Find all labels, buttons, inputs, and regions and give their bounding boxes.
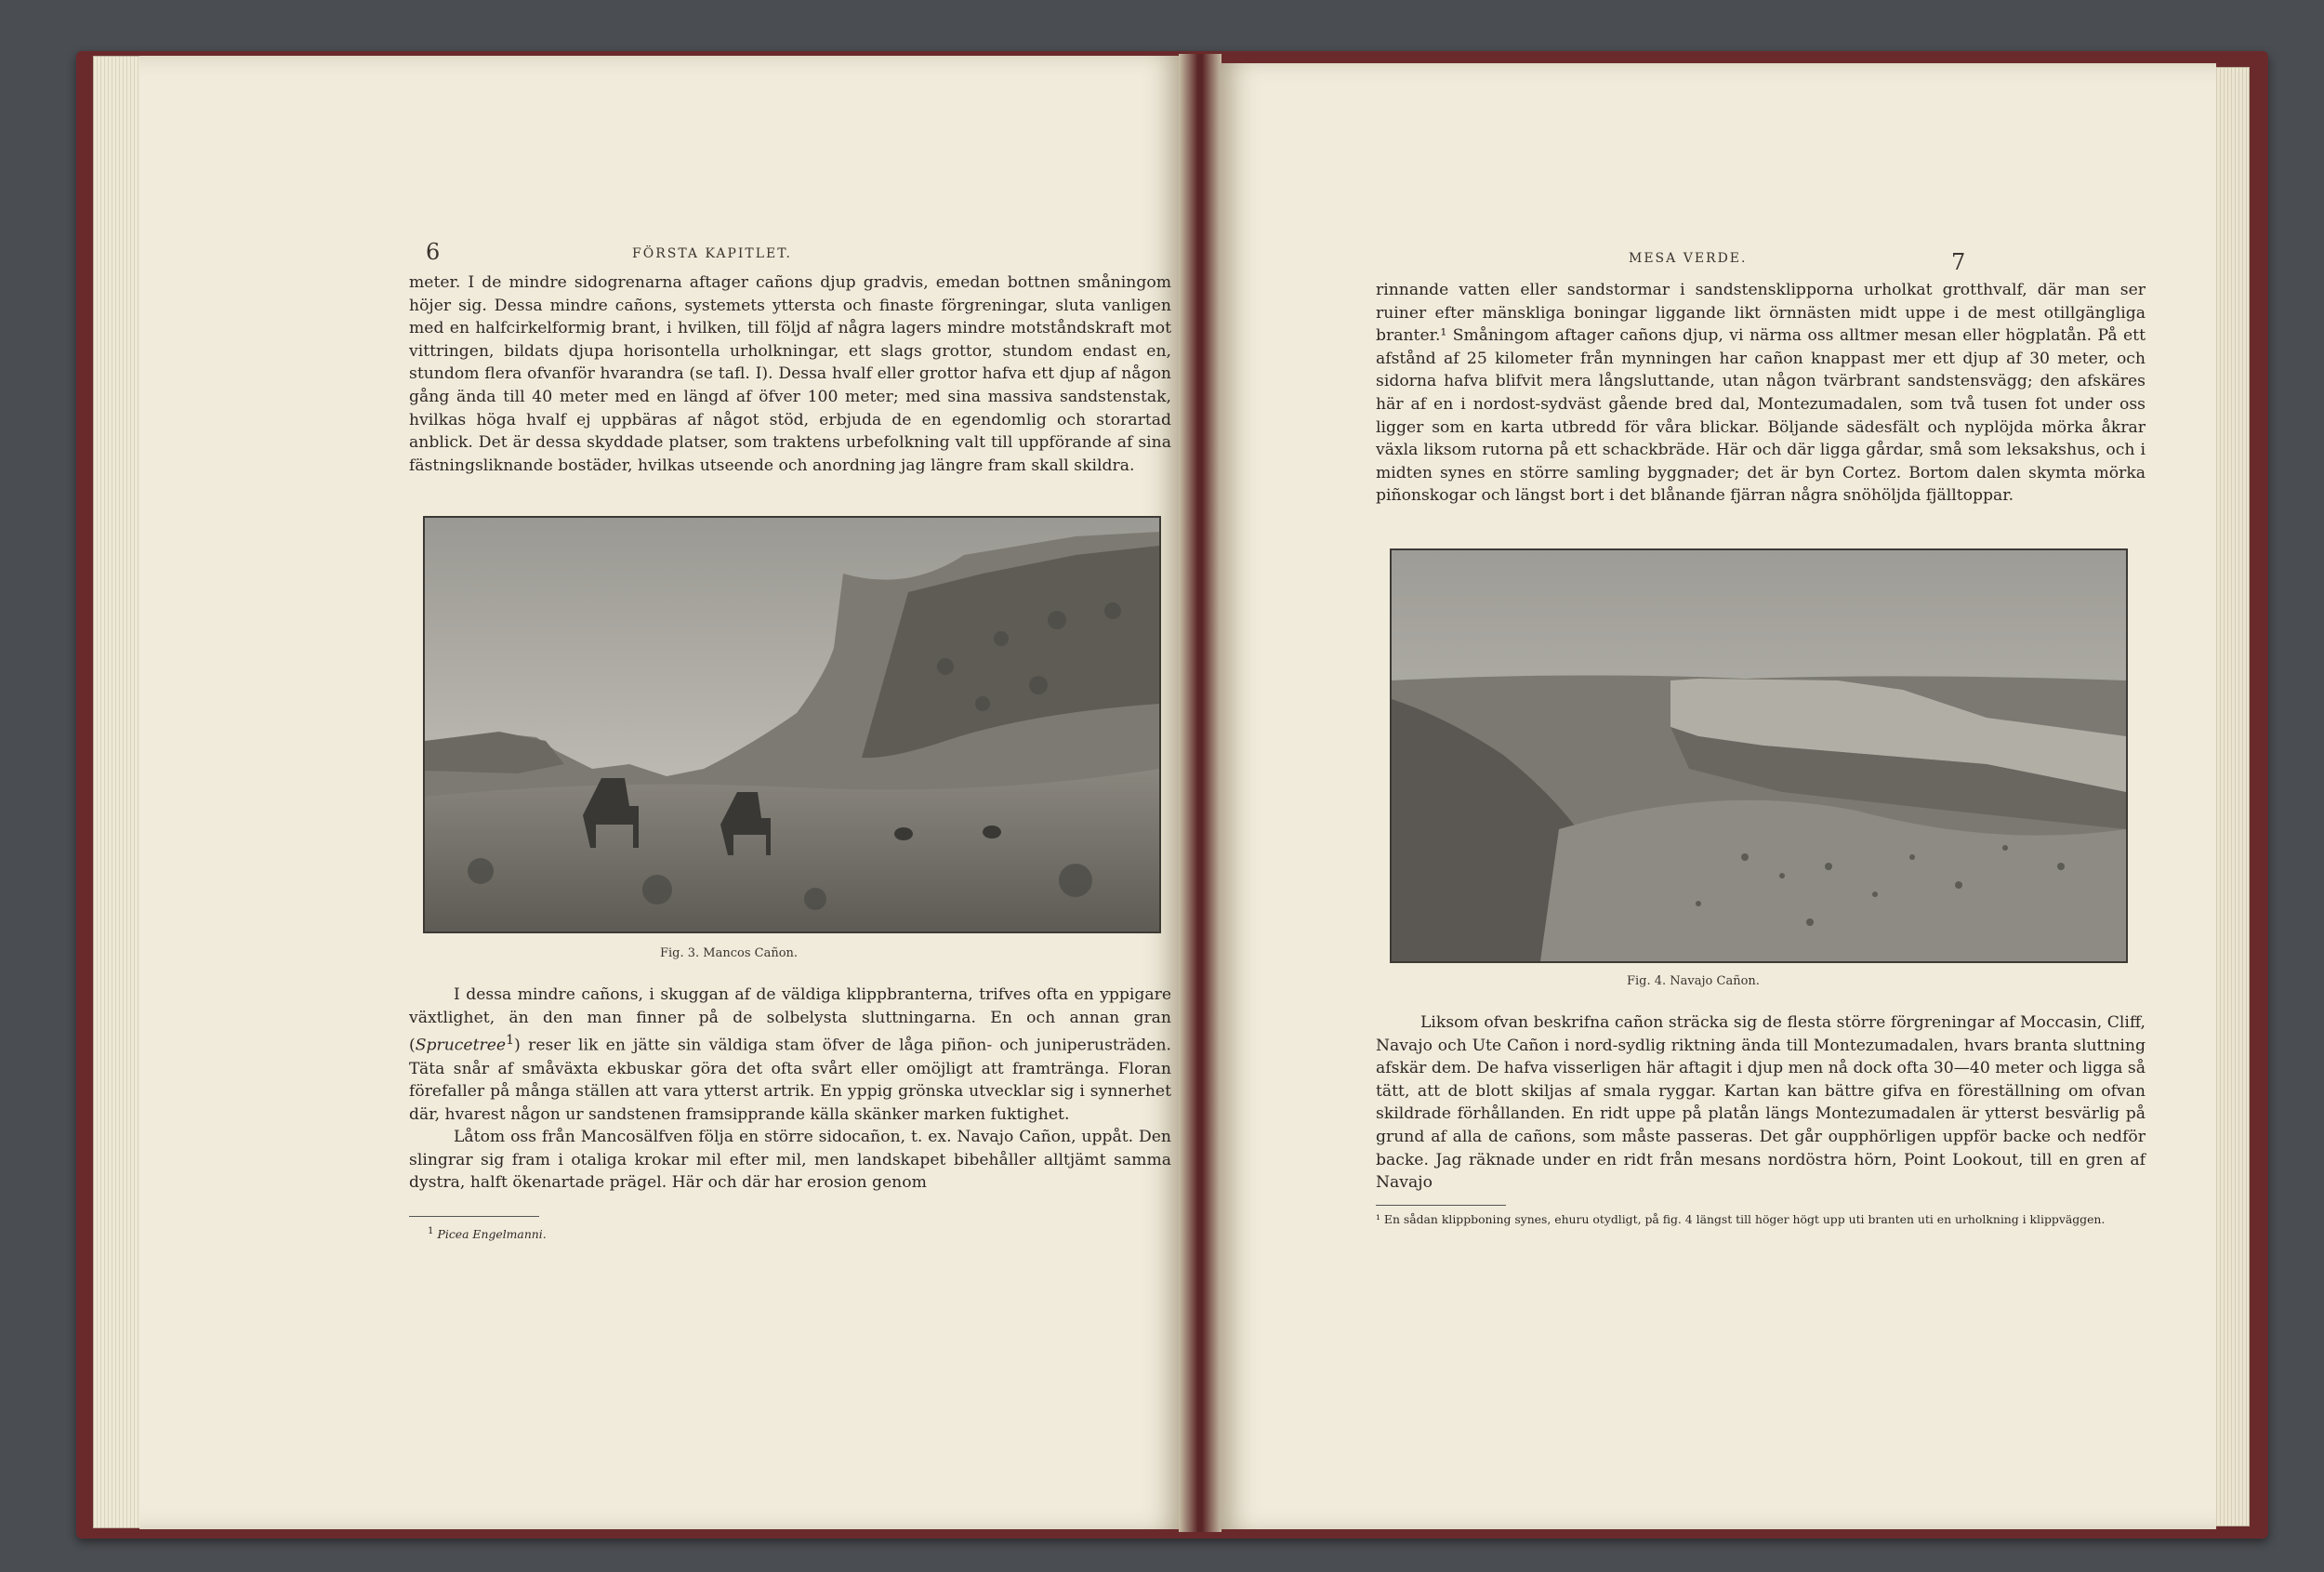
footnote-rule: [409, 1216, 539, 1217]
paragraph-2-part-a: I dessa mindre cañons, i skuggan af de väldiga klippbranterna, trifves ofta en yppigare växtlighet, än den man finner på de solbelysta sluttningarna. En och annan gran (: [409, 985, 1171, 1055]
left-page: [139, 56, 1181, 1529]
footnote-rule: [1376, 1205, 1506, 1206]
paragraph-2: [409, 984, 1171, 1126]
footnote: ¹ En sådan klippboning synes, ehuru otydligt, på fig. 4 längst till höger högt upp uti branten uti en urholkning i klippväggen.: [1376, 1212, 2106, 1226]
figure-caption: Fig. 3. Mancos Cañon.: [660, 946, 799, 960]
footnote-marker: 1: [428, 1225, 434, 1236]
figure-caption: Fig. 4. Navajo Cañon.: [1627, 974, 1760, 988]
body-paragraph: [1376, 1011, 2146, 1195]
running-head: MESA VERDE.: [1629, 251, 1748, 266]
footnote-marker: 1: [506, 1033, 515, 1049]
landscape-engraving: [1392, 550, 2126, 961]
page-number: 7: [1951, 249, 1966, 275]
page-number: 6: [426, 239, 441, 265]
paragraph-1: rinnande vatten eller sandstormar i sandstensklipporna urholkat grotthvalf, där man ser ruiner efter mänskliga boningar liggande likt örnnästen midt uppe i de mest otillgängliga branter.¹ Småningom aftager cañons djup, vi närma oss alltmer mesan eller högplatån. På ett afstånd af 25 kilometer från mynningen har cañon knappast mer ett djup af 30 meter, och sidorna hafva blifvit mera långsluttande, utan någon tvärbrant sandstensvägg; den afskäres här af en i nordost-sydväst gående bred dal, Montezumadalen, som två tusen fot under oss ligger som en karta utbredd för våra blickar. Böljande sädesfält och nyplöjda mörka åkrar växla liksom rutorna på ett schackbräde. Här och där ligga gårdar, små som leksakshus, och i midten synes en större samling byggnader; det är byn Cortez. Bortom dalen skymta mörka piñonskogar och längst bort i det blånande fjärran några snöhöljda fjälltoppar.: [1376, 281, 2146, 506]
book-gutter: [1179, 54, 1221, 1532]
page-edges-right: [2212, 67, 2250, 1526]
body-paragraph: [409, 984, 1171, 1195]
running-head: FÖRSTA KAPITLET.: [632, 246, 792, 261]
paragraph-2-part-b: ) reser lik en jätte sin väldiga stam öfver de låga piñon- och juniperusträden. Täta snår af småväxta ekbuskar göra det ofta svårt eller omöjligt att framtränga. Floran förefaller på många ställen att vara ytterst artrik. En yppig grönska utvecklar sig i synnerhet där, hvarest någon ur sandstenen framsipprande källa skänker marken fuktighet.: [409, 1036, 1171, 1124]
figure-photo-mancos-canon: [423, 516, 1161, 933]
paragraph-2: Liksom ofvan beskrifna cañon sträcka sig de flesta större förgreningar af Moccasin, Cliff, Navajo och Ute Cañon i nord-sydlig riktning ända till Montezumadalen, hvars branta sluttning afskär dem. De hafva visserligen här aftagit i djup men nå dock ofta 30—40 meter och ligga så tätt, att de blott skiljas af smala ryggar. Kartan kan bättre gifva en föreställning om ofvan skildrade förhållanden. En ridt uppe på platån längs Montezumadalen är ytterst besvärlig på grund af alla de cañons, som måste passeras. Det går oupphörligen uppför backe och nedför backe. Jag räknade under en ridt från mesans nordöstra hörn, Point Lookout, till en gren af Navajo: [1376, 1013, 2146, 1193]
right-page: [1220, 63, 2216, 1529]
figure-photo-navajo-canon: [1390, 548, 2128, 963]
paragraph-3: Låtom oss från Mancosälfven följa en större sidocañon, t. ex. Navajo Cañon, uppåt. Den slingrar sig fram i otaliga krokar mil efter mil, men landskapet bibehåller alltjämt samma dystra, halft ökenartade prägel. Här och där har erosion genom: [409, 1128, 1171, 1193]
body-paragraph: [1376, 279, 2146, 508]
landscape-engraving: [425, 518, 1159, 931]
paragraph-1: meter. I de mindre sidogrenarna aftager cañons djup gradvis, emedan bottnen småningom höjer sig. Dessa mindre cañons, systemets yttersta och finaste förgreningar, sluta vanligen med en halfcirkelformig brant, i hvilken, till följd af några lagers mindre motståndskraft mot vittringen, bildats djupa horisontella urholkningar, ett slags grottor, stundom endast en, stundom flera ofvanför hvarandra (se tafl. I). Dessa hvalf eller grottor hafva ett djup af någon gång ända till 40 meter med en längd af öfver 100 meter; med sina massiva sandstenstak, hvilkas höga hvalf ej uppbäras af något stöd, erbjuda de en egendomlig och storartad anblick. Det är dessa skyddade platser, som traktens urbefolkning valt till uppförande af sina fästningsliknande bostäder, hvilkas utseende och anordning jag längre fram skall skildra.: [409, 273, 1171, 475]
footnote: [428, 1223, 547, 1242]
body-paragraph: [409, 271, 1171, 477]
italic-term: Sprucetree: [415, 1036, 507, 1055]
footnote-text: Picea Engelmanni.: [437, 1227, 547, 1242]
